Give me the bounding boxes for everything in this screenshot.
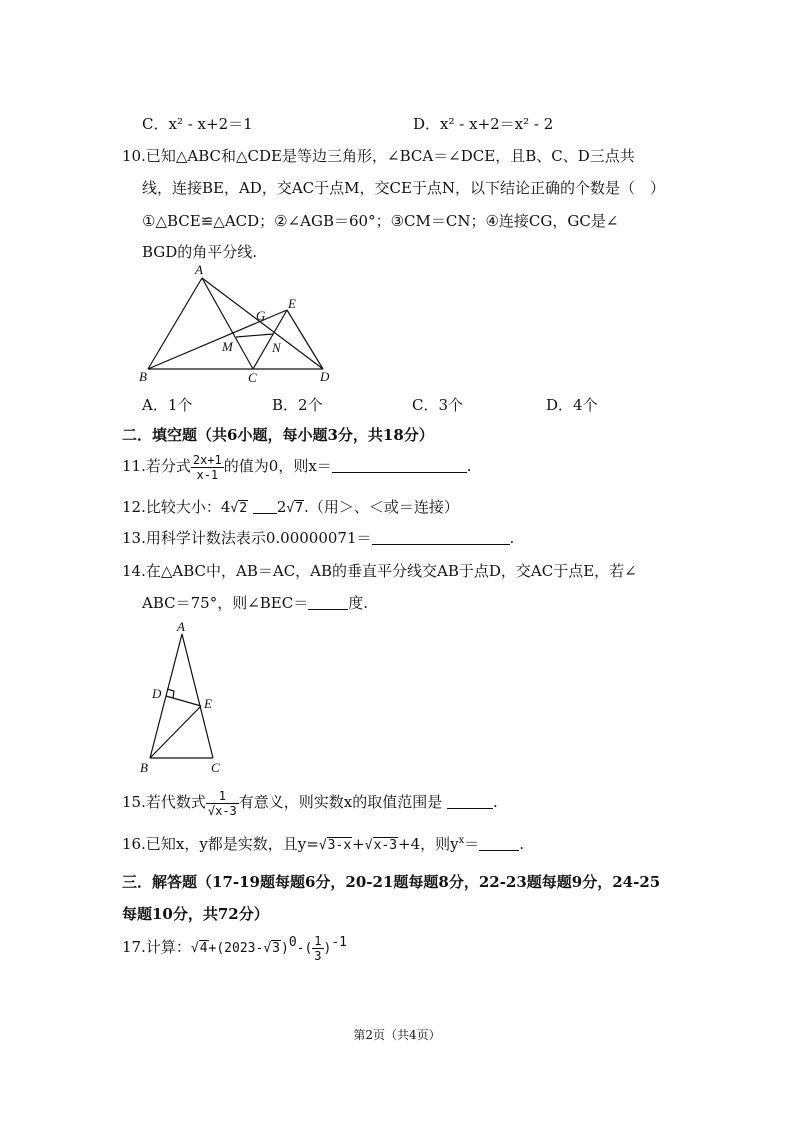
q15-answer-blank[interactable] — [447, 794, 493, 809]
q11-fraction: $\frac{2x+1}{x-1}$ — [192, 452, 222, 482]
section3-line2: 每题10分，共72分） — [122, 905, 269, 923]
q13-answer-blank[interactable] — [372, 530, 510, 545]
q16-answer-blank[interactable] — [479, 836, 519, 851]
q14-line1: 14.在△ABC中，AB＝AC，AB的垂直平分线交AB于点D，交AC于点E，若∠ — [122, 562, 637, 580]
q9-option-d: D．x² - x+2＝x² - 2 — [413, 115, 554, 133]
q10-line4: BGD的角平分线. — [142, 243, 258, 261]
section2-title: 二．填空题（共6小题，每小题3分，共18分） — [122, 426, 434, 444]
label-e: E — [204, 696, 212, 711]
q10-option-d: D．4个 — [546, 396, 598, 414]
q12: 12.比较大小：4√2 2√7.（用＞、＜或＝连接） — [122, 498, 459, 516]
line-ac — [202, 278, 253, 369]
q14-answer-blank[interactable] — [308, 595, 348, 610]
q10-option-c: C．3个 — [412, 396, 464, 414]
label-n: N — [272, 340, 281, 355]
q10-option-b: B．2个 — [272, 396, 323, 414]
q12-answer-blank[interactable] — [253, 499, 277, 514]
line-be — [148, 310, 287, 369]
q17: 17.计算：$√4+(2023-√3)^0-$( $\frac{1}{3}$ )$^{-1}$ — [122, 933, 348, 963]
q10-line2: 线，连接BE，AD，交AC于点M，交CE于点N，以下结论正确的个数是（ ） — [142, 179, 666, 197]
label-b: B — [140, 760, 148, 775]
label-g: G — [256, 308, 266, 323]
q13: 13.用科学计数法表示0.00000071＝ . — [122, 529, 515, 547]
q9-option-c: C．x² - x+2＝1 — [142, 115, 253, 133]
line-mn — [236, 334, 273, 337]
page-footer: 第2页（共4页） — [353, 1028, 441, 1042]
q15: 15.若代数式 $\frac{1}{√x-3}$ 有意义，则实数x的取值范围是 . — [122, 788, 498, 818]
line-ab — [148, 278, 202, 369]
line-ad — [202, 278, 323, 369]
q11: 11.若分式 $\frac{2x+1}{x-1}$ 的值为0，则x＝ . — [122, 452, 472, 482]
q17-fraction: $\frac{1}{3}$ — [314, 933, 322, 963]
q10-line3: ①△BCE≌△ACD；②∠AGB＝60°；③CM＝CN；④连接CG，GC是∠ — [142, 212, 619, 230]
label-b: B — [139, 369, 147, 384]
label-a: A — [177, 619, 185, 634]
line-be — [150, 706, 201, 758]
label-a: A — [195, 262, 203, 277]
label-e: E — [288, 296, 296, 311]
q11-answer-blank[interactable] — [332, 458, 467, 473]
line-ed — [287, 310, 323, 369]
q10-option-a: A．1个 — [142, 396, 193, 414]
q14-figure — [135, 618, 235, 778]
line-de — [166, 696, 201, 706]
q10-line1: 10.已知△ABC和△CDE是等边三角形，∠BCA＝∠DCE，且B、C、D三点共 — [122, 147, 635, 165]
q16: 16.已知x，y都是实数，且y=√3-x+√x-3+4，则$y^x=$ . — [122, 835, 525, 853]
label-d: D — [320, 369, 330, 384]
q10-figure — [130, 258, 340, 388]
q15-fraction: $\frac{1}{√x-3}$ — [207, 788, 237, 818]
label-c: C — [211, 760, 220, 775]
label-m: M — [222, 339, 233, 354]
label-c: C — [248, 370, 257, 385]
label-d: D — [152, 686, 162, 701]
q14-line2: ABC＝75°，则∠BEC＝ 度. — [142, 594, 368, 612]
section3-line1: 三．解答题（17-19题每题6分，20-21题每题8分，22-23题每题9分，24-25 — [122, 873, 661, 891]
